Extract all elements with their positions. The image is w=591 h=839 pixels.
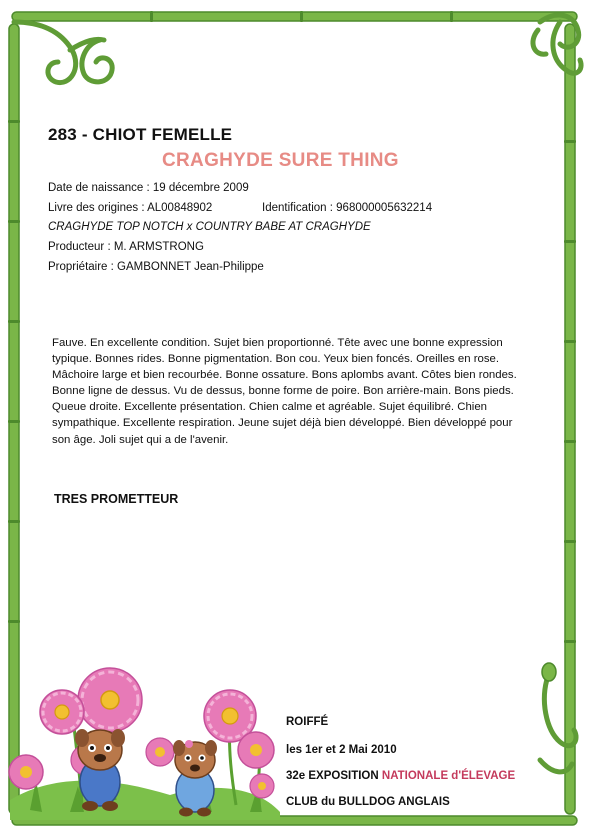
identification-number: Identification : 968000005632214 [262,202,433,214]
breeder: Producteur : M. ARMSTRONG [48,241,204,253]
daisy-flowers-icon [9,668,274,798]
birth-date: Date de naissance : 19 décembre 2009 [48,182,249,194]
dog-name: CRAGHYDE SURE THING [162,150,399,171]
class-heading: 283 - CHIOT FEMELLE [48,125,233,144]
event-title [286,770,515,782]
grade-result: TRES PROMETTEUR [54,492,179,506]
event-title-highlight: NATIONALE d'ÉLEVAGE [381,770,516,782]
event-dates: les 1er et 2 Mai 2010 [286,744,397,756]
pedigree-number: Livre des origines : AL00848902 [48,202,213,214]
parents-line: CRAGHYDE TOP NOTCH x COUNTRY BABE AT CRAGHYDE [48,221,371,233]
event-place: ROIFFÉ [286,716,329,728]
event-title-prefix: 32e EXPOSITION [286,770,379,782]
owner: Propriétaire : GAMBONNET Jean-Philippe [48,261,264,273]
club-name: CLUB du BULLDOG ANGLAIS [286,796,450,808]
judge-critique: Fauve. En excellente condition. Sujet bien proportionné. Tête avec une bonne expression typique. Bonnes rides. Bonne pigmentation. Bon cou. Yeux bien foncés. Oreilles en rose. Mâchoire large et bien recourbée. Bonne ossature. Bons aplombs avant. Côtes bien rondes. Bonne ligne de dessus. Vu de dessus, bonne forme de poire. Bon arrière-main. Bons pieds. Queue droite. Excellente présentation. Chien calme et agréable. Sujet équilibré. Chien sympathique. Excellente respiration. Jeune sujet déjà bien développé. Bien développé pour son âge. Joli sujet qui a de l'avenir. [52,337,517,446]
